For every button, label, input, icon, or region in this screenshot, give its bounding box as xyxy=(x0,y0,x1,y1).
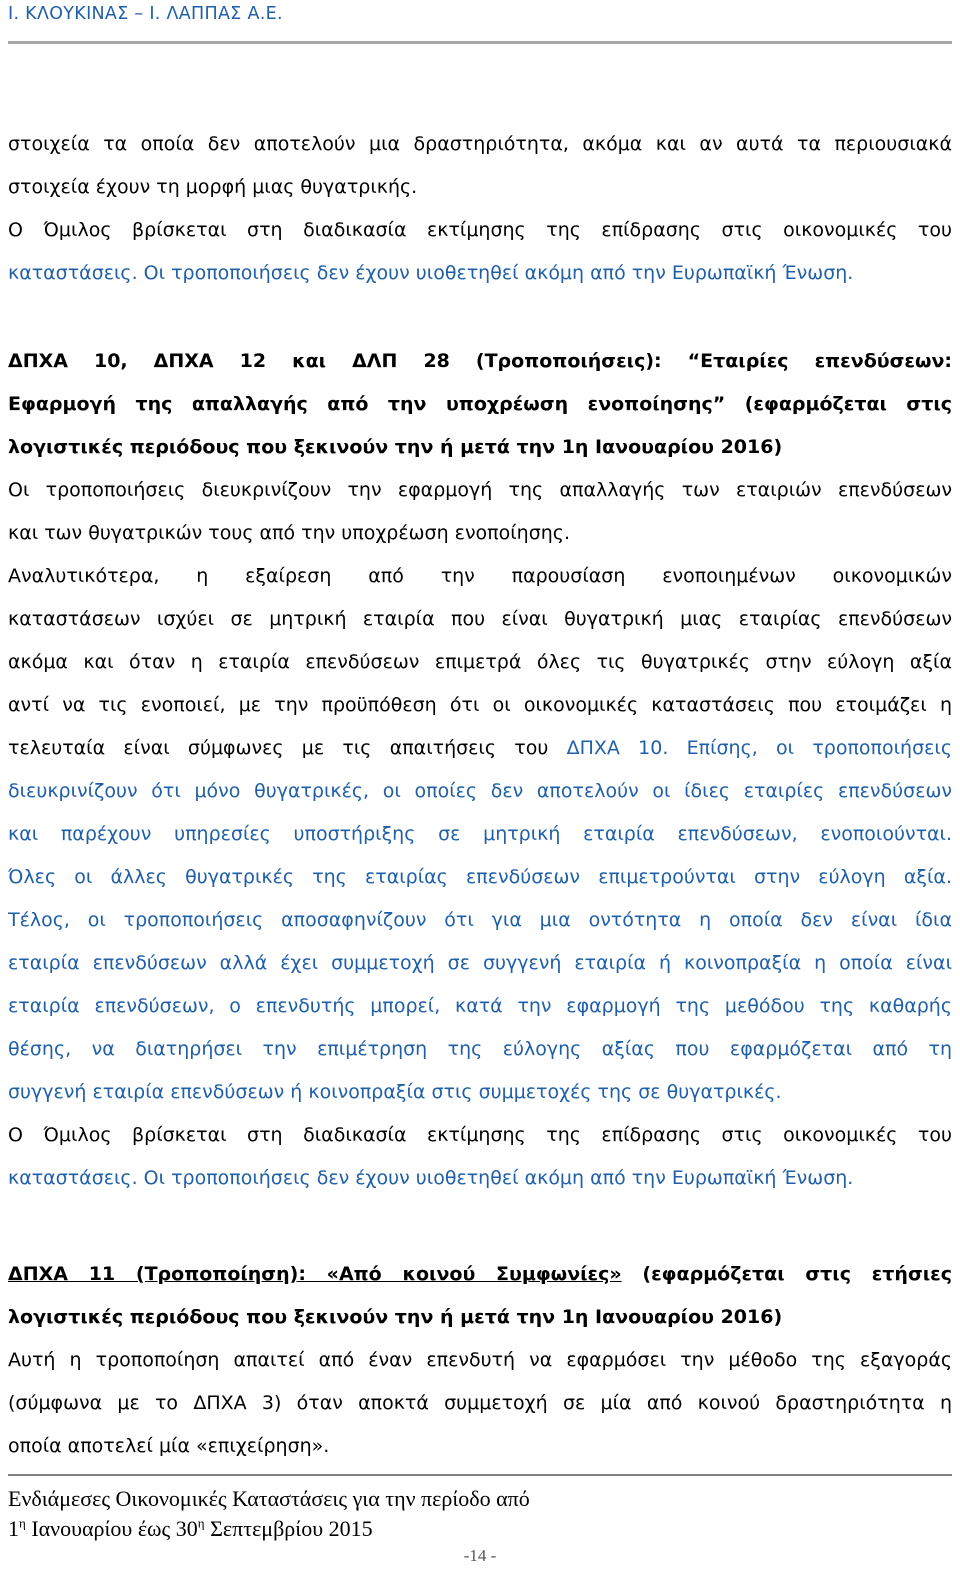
text-line: καταστάσεις. Οι τροποποιήσεις δεν έχουν υιοθετηθεί ακόμη από την Ευρωπαϊκή Ένωση. xyxy=(8,1167,854,1189)
company-name: Ι. ΚΛΟΥΚΙΝΑΣ – Ι. ΛΑΠΠΑΣ Α.Ε. xyxy=(8,4,283,24)
text-line: αντί να τις ενοποιεί, με την προϋπόθεση ότι οι οικονομικές καταστάσεις που ετοιμάζει η xyxy=(8,694,952,716)
heading-rest: (εφαρμόζεται στις ετήσιες xyxy=(621,1263,952,1285)
footer-superscript: η xyxy=(197,1515,205,1531)
section-heading xyxy=(8,1253,952,1296)
footer-text: Σεπτεμβρίου 2015 xyxy=(204,1516,373,1541)
text-line: (σύμφωνα με το ΔΠΧΑ 3) όταν αποκτά συμμετοχή σε μία από κοινού δραστηριότητα η xyxy=(8,1392,952,1414)
text-line: και παρέχουν υπηρεσίες υποστήριξης σε μητρική εταιρία επενδύσεων, ενοποιούνται. xyxy=(8,823,952,845)
footer-text: 1 xyxy=(8,1516,19,1541)
page-number: -14 - xyxy=(463,1546,497,1565)
text-line: Ο Όμιλος βρίσκεται στη διαδικασία εκτίμησης της επίδρασης στις οικονομικές του xyxy=(8,219,952,241)
text-line: ακόμα και όταν η εταιρία επενδύσεων επιμετρά όλες τις θυγατρικές στην εύλογη αξία xyxy=(8,651,952,673)
section-ifrs10-12-ias28 xyxy=(8,340,952,1200)
footer-title: Ενδιάμεσες Οικονομικές Καταστάσεις για την περίοδο από xyxy=(8,1486,530,1511)
text-segment: τελευταία είναι σύμφωνες με τις απαιτήσεις του xyxy=(8,737,567,759)
section-heading: λογιστικές περιόδους που ξεκινούν την ή μετά την 1η Ιανουαρίου 2016) xyxy=(8,1306,783,1328)
section-heading: λογιστικές περιόδους που ξεκινούν την ή μετά την 1η Ιανουαρίου 2016) xyxy=(8,436,783,458)
text-line: εταιρία επενδύσεων, ο επενδυτής μπορεί, κατά την εφαρμογή της μεθόδου της καθαρής xyxy=(8,995,952,1017)
section-heading: Εφαρμογή της απαλλαγής από την υποχρέωση ενοποίησης” (εφαρμόζεται στις xyxy=(8,393,952,415)
text-line: εταιρία επενδύσεων αλλά έχει συμμετοχή σε συγγενή εταιρία ή κοινοπραξία η οποία είναι xyxy=(8,952,952,974)
text-segment-highlight: ΔΠΧΑ 10. Επίσης, οι τροποποιήσεις xyxy=(566,737,952,759)
footer-period xyxy=(8,1516,373,1542)
text-line: και των θυγατρικών τους από την υποχρέωση ενοποίησης. xyxy=(8,522,570,544)
paragraph-status xyxy=(8,209,952,295)
section-ifrs11 xyxy=(8,1253,952,1468)
text-line: συγγενή εταιρία επενδύσεων ή κοινοπραξία στις συμμετοχές της σε θυγατρικές. xyxy=(8,1081,782,1103)
footer-text: Ιανουαρίου έως 30 xyxy=(25,1516,198,1541)
text-line: στοιχεία τα οποία δεν αποτελούν μια δραστηριότητα, ακόμα και αν αυτά τα περιουσιακά xyxy=(8,133,952,155)
text-line: θέσης, να διατηρήσει την επιμέτρηση της εύλογης αξίας που εφαρμόζεται από τη xyxy=(8,1038,952,1060)
text-line: Αυτή η τροποποίηση απαιτεί από έναν επενδυτή να εφαρμόσει την μέθοδο της εξαγοράς xyxy=(8,1349,952,1371)
text-line xyxy=(8,727,952,770)
footer-divider xyxy=(8,1474,952,1476)
text-line: οποία αποτελεί μία «επιχείρηση». xyxy=(8,1435,330,1457)
text-line: Ο Όμιλος βρίσκεται στη διαδικασία εκτίμησης της επίδρασης στις οικονομικές του xyxy=(8,1124,952,1146)
page-header xyxy=(8,0,952,28)
text-line: διευκρινίζουν ότι μόνο θυγατρικές, οι οποίες δεν αποτελούν οι ίδιες εταιρίες επενδύσεων xyxy=(8,780,952,802)
text-line: καταστάσεις. Οι τροποποιήσεις δεν έχουν υιοθετηθεί ακόμη από την Ευρωπαϊκή Ένωση. xyxy=(8,262,854,284)
text-line: Τέλος, οι τροποποιήσεις αποσαφηνίζουν ότι για μια οντότητα η οποία δεν είναι ίδια xyxy=(8,909,952,931)
footer-superscript: η xyxy=(19,1515,26,1531)
text-line: Αναλυτικότερα, η εξαίρεση από την παρουσίαση ενοποιημένων οικονομικών xyxy=(8,565,952,587)
text-line: καταστάσεων ισχύει σε μητρική εταιρία που είναι θυγατρική μιας εταιρίας επενδύσεων xyxy=(8,608,952,630)
text-line: στοιχεία έχουν τη μορφή μιας θυγατρικής. xyxy=(8,176,418,198)
heading-underlined: ΔΠΧΑ 11 (Τροποποίηση): «Από κοινού Συμφωνίες» xyxy=(8,1263,622,1285)
header-divider xyxy=(8,41,952,44)
text-line: Όλες οι άλλες θυγατρικές της εταιρίας επενδύσεων επιμετρούνται στην εύλογη αξία. xyxy=(8,866,952,888)
text-line: Οι τροποποιήσεις διευκρινίζουν την εφαρμογή της απαλλαγής των εταιριών επενδύσεων xyxy=(8,479,952,501)
section-heading: ΔΠΧΑ 10, ΔΠΧΑ 12 και ΔΛΠ 28 (Τροποποιήσεις): “Εταιρίες επενδύσεων: xyxy=(8,350,952,372)
paragraph-continuation xyxy=(8,123,952,209)
